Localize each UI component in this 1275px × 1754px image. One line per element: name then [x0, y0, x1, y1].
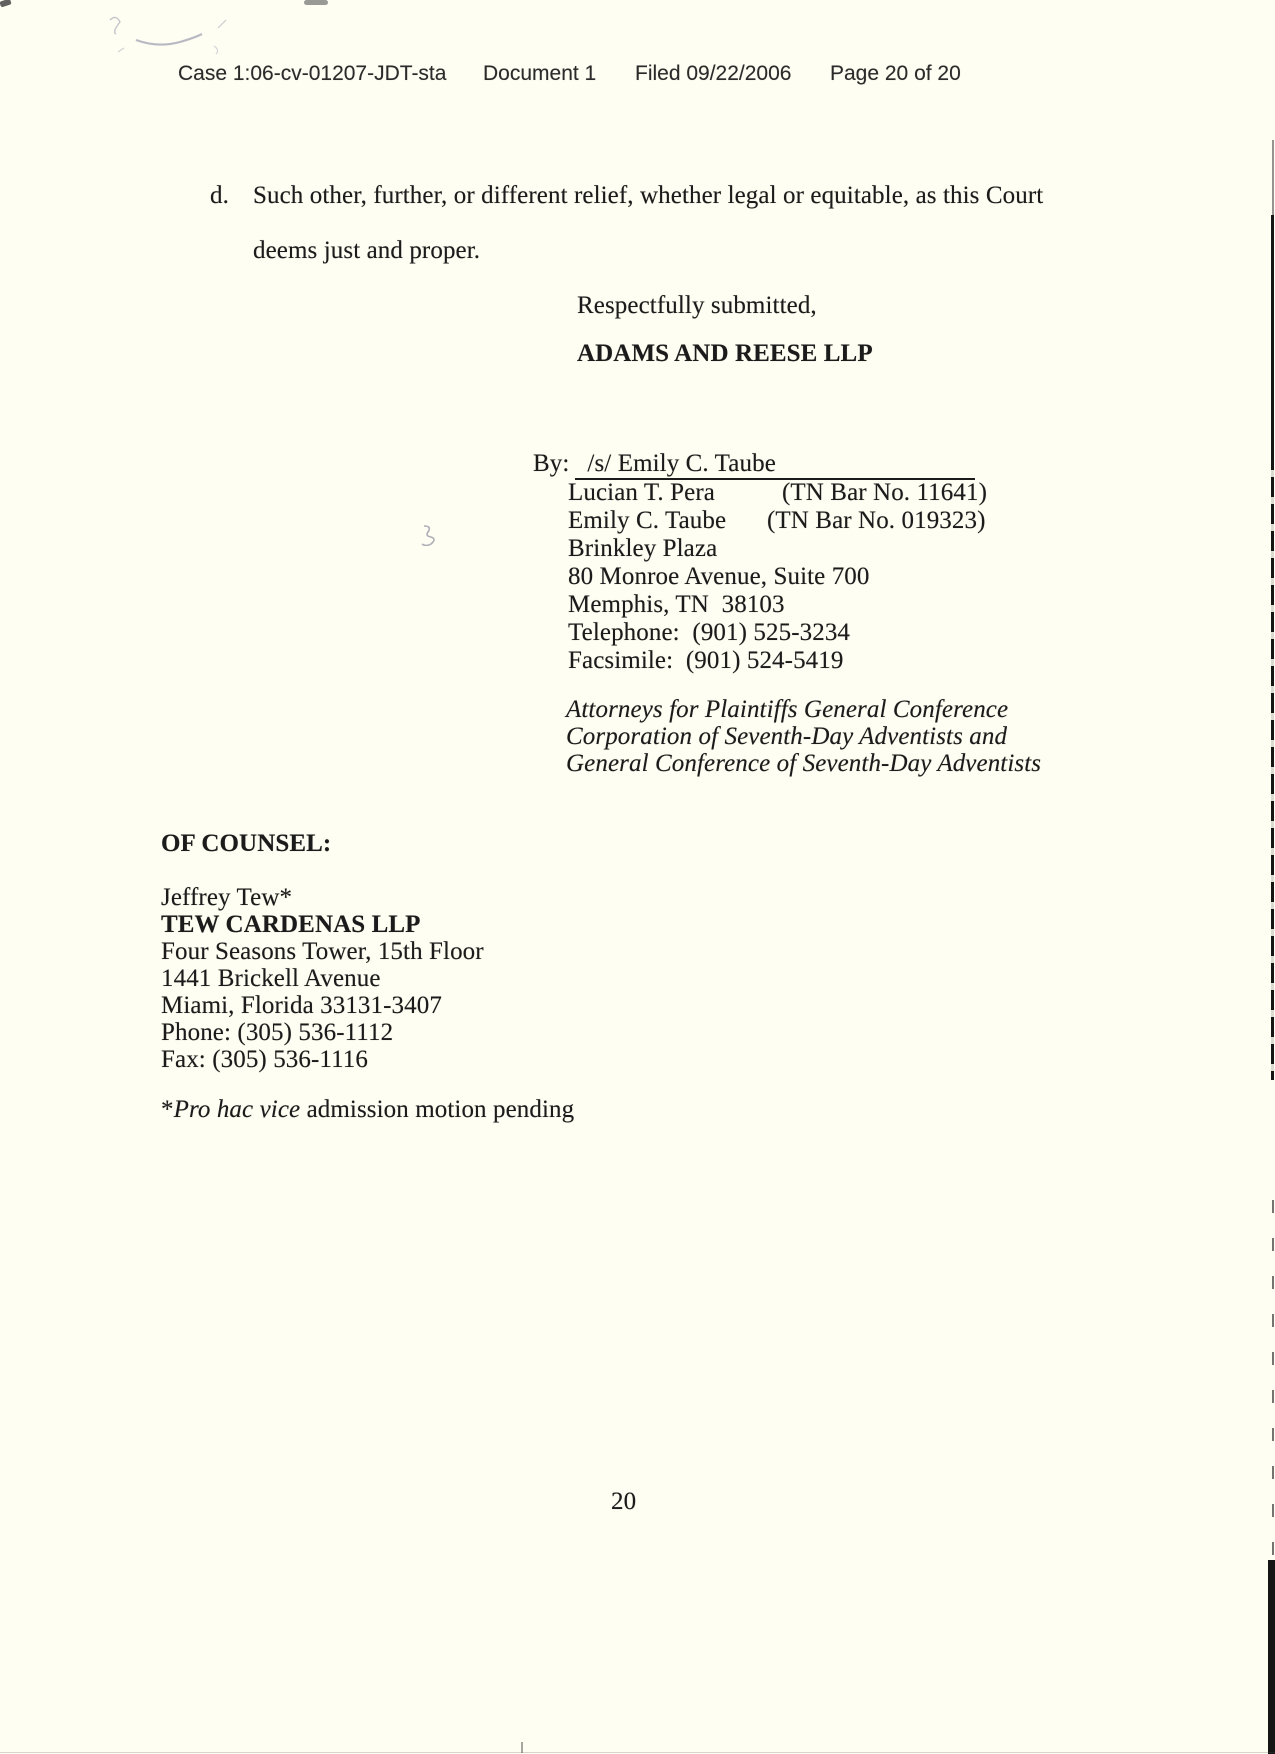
- fax-line: Facsimile: (901) 524-5419: [568, 647, 844, 674]
- footnote-text: admission motion pending: [300, 1096, 575, 1123]
- scan-artifact-right-edge-4: [1272, 1200, 1274, 1560]
- attorney-row: [568, 479, 1018, 507]
- scan-artifact-gray-squiggle: [418, 522, 440, 546]
- header-document-number: Document 1: [483, 62, 597, 85]
- address-line: Memphis, TN 38103: [568, 591, 785, 618]
- scan-artifact-pencil-squiggle: [88, 6, 258, 58]
- firm-name-adams-reese: ADAMS AND REESE LLP: [577, 340, 873, 367]
- by-label: By:: [533, 450, 570, 477]
- address-line: 80 Monroe Avenue, Suite 700: [568, 563, 870, 590]
- paragraph-d-line2: deems just and proper.: [253, 237, 481, 264]
- role-line: Attorneys for Plaintiffs General Conference: [566, 696, 1009, 723]
- counsel-name: Jeffrey Tew*: [161, 884, 293, 911]
- of-counsel-block: [161, 884, 484, 1073]
- attorney-bar-number: (TN Bar No. 019323): [767, 507, 986, 534]
- header-case-number: Case 1:06-cv-01207-JDT-sta: [178, 62, 447, 85]
- role-line: General Conference of Seventh-Day Adventists: [566, 750, 1042, 777]
- pro-hac-vice-footnote: [161, 1096, 574, 1124]
- counsel-firm: TEW CARDENAS LLP: [161, 911, 421, 938]
- scan-artifact-right-edge-1: [1272, 140, 1274, 215]
- scan-artifact-top-mark: [304, 0, 328, 5]
- attorney-row: [568, 507, 1018, 535]
- respectfully-submitted: Respectfully submitted,: [577, 292, 817, 319]
- attorney-name: Emily C. Taube: [568, 507, 727, 534]
- header-filed-date: Filed 09/22/2006: [635, 62, 792, 85]
- counsel-address-line: Four Seasons Tower, 15th Floor: [161, 938, 484, 965]
- attorney-list: [568, 479, 1018, 675]
- counsel-address-line: 1441 Brickell Avenue: [161, 965, 381, 992]
- counsel-phone-line: Phone: (305) 536-1112: [161, 1019, 394, 1046]
- scan-artifact-bottom-hairline: [0, 1752, 1275, 1753]
- scan-artifact-right-edge-5: [1268, 1560, 1275, 1754]
- address-line: Brinkley Plaza: [568, 535, 718, 562]
- page-number: 20: [611, 1488, 637, 1515]
- counsel-fax-line: Fax: (305) 536-1116: [161, 1046, 368, 1073]
- signature-by-line: [533, 450, 975, 480]
- counsel-address-line: Miami, Florida 33131-3407: [161, 992, 442, 1019]
- attorney-bar-number: (TN Bar No. 11641): [782, 479, 987, 506]
- header-page-indicator: Page 20 of 20: [830, 62, 961, 85]
- scan-artifact-right-edge-2: [1271, 215, 1274, 450]
- list-item-label: d.: [210, 182, 229, 209]
- attorney-name: Lucian T. Pera: [568, 479, 715, 506]
- role-line: Corporation of Seventh-Day Adventists and: [566, 723, 1008, 750]
- paragraph-d-line1: Such other, further, or different relief, whether legal or equitable, as this Court: [253, 182, 1044, 209]
- scan-artifact-bottom-tick: [521, 1742, 523, 1753]
- scan-artifact-right-edge-3: [1271, 450, 1274, 1080]
- footnote-asterisk: *: [161, 1096, 174, 1123]
- phone-line: Telephone: (901) 525-3234: [568, 619, 851, 646]
- of-counsel-heading: OF COUNSEL:: [161, 830, 332, 857]
- scan-artifact-top-left-speck: [0, 0, 12, 8]
- electronic-signature: /s/ Emily C. Taube: [575, 450, 975, 480]
- attorneys-for-plaintiffs: [566, 696, 1041, 777]
- footnote-latin-phrase: Pro hac vice: [173, 1096, 301, 1123]
